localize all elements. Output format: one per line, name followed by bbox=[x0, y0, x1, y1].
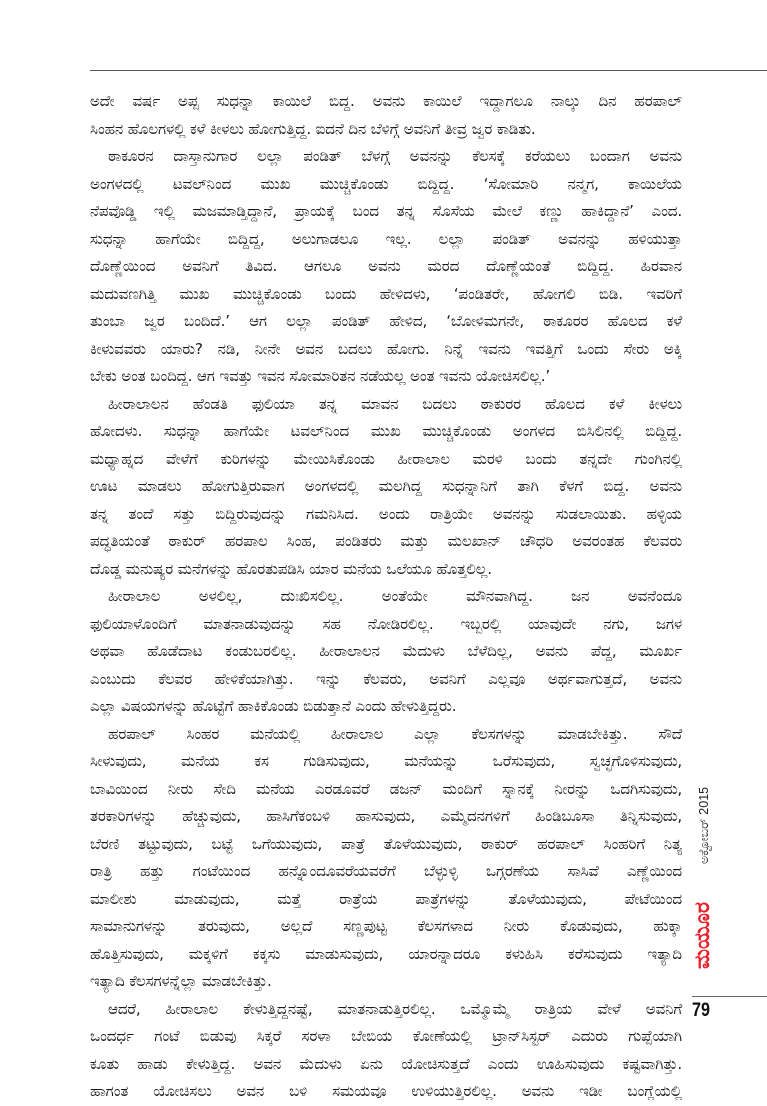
text-line: ನೆಪವೊಡ್ಡಿ ಇಲ್ಲಿ ಮಜಮಾಡ್ತಿದ್ದಾನೆ, ಪ್ರಾಯಕ್ಕೆ ಬಂದ ತನ್ನ ಸೊಸೆಯ ಮೇಲೆ ಕಣ್ಣು ಹಾಕಿದ್ದಾನೆ’ ಎಂದ. bbox=[90, 202, 682, 220]
text-line: ಬಾವಿಯಿಂದ ನೀರು ಸೇದಿ ಮನೆಯ ಎರಡೂವರೆ ಡಜನ್ ಮಂದಿಗೆ ಸ್ನಾನಕ್ಕೆ ನೀರನ್ನು ಒದಗಿಸುವುದು, bbox=[90, 779, 682, 798]
text-line: ಅಂಗಳದಲ್ಲಿ ಟವಲ್‌ನಿಂದ ಮುಖ ಮುಚ್ಚಿಕೊಂಡು ಬಿದ್ದಿದ್ದ. ‘ಸೋಮಾರಿ ನನ್ಮಗ, ಕಾಯಿಲೆಯ bbox=[90, 174, 682, 193]
masthead-text: ಮಯೂರ bbox=[689, 901, 714, 969]
text-line: ಸಾಮಾನುಗಳನ್ನು ತರುವುದು, ಅಲ್ಲದೆ ಸಣ್ಣಪುಟ್ಟ ಕೆಲಸಗಳಾದ ನೀರು ಕೊಡುವುದು, ಹುಕ್ಕಾ bbox=[90, 917, 682, 935]
magazine-masthead bbox=[690, 890, 714, 980]
text-line: ಮಾಲೀಶು ಮಾಡುವುದು, ಮತ್ತೆ ರಾತ್ರೆಯ ಪಾತ್ರೆಗಳನ್ನು ತೊಳೆಯುವುದು, ಪೇಟೆಯಿಂದ bbox=[90, 889, 682, 908]
text-line: ಎಲ್ಲಾ ವಿಷಯಗಳನ್ನು ಹೊಟ್ಟೆಗೆ ಹಾಕಿಕೊಂಡು ಬಿಡುತ್ತಾನೆ ಎಂದು ಹೇಳುತ್ತಿದ್ದರು. bbox=[90, 697, 457, 715]
text-line: ಬೇಕು ಅಂತ ಬಂದಿದ್ದ. ಆಗ ಇವತ್ತು ಇವನ ಸೋಮಾರಿತನ ನಡೆಯಲ್ಲ ಅಂತ ಇವನು ಯೋಚಿಸಲಿಲ್ಲ.’ bbox=[90, 367, 551, 385]
text-line: ಸುಧನ್ನಾ ಹಾಗೆಯೇ ಬಿದ್ದಿದ್ದ, ಅಲುಗಾಡಲೂ ಇಲ್ಲ. ಲಲ್ಲಾ ಪಂಡಿತ್ ಅವನನ್ನು ಹಳಿಯುತ್ತಾ bbox=[90, 229, 682, 248]
issue-date bbox=[694, 760, 716, 890]
text-line: ಎಂಬುದು ಕೆಲವರ ಹೇಳಿಕೆಯಾಗಿತ್ತು. ಇನ್ನು ಕೆಲವರು, ಅವನಿಗೆ ಎಲ್ಲವೂ ಅರ್ಥವಾಗುತ್ತದೆ, ಅವನು bbox=[90, 669, 682, 688]
text-line: ಇತ್ಯಾದಿ ಕೆಲಸಗಳನ್ನೆಲ್ಲಾ ಮಾಡಬೇಕಿತ್ತು. bbox=[90, 972, 272, 990]
text-line: ಹರಪಾಲ್ ಸಿಂಹರ ಮನೆಯಲ್ಲಿ ಹೀರಾಲಾಲ ಎಲ್ಲಾ ಕೆಲಸಗಳನ್ನು ಮಾಡಬೇಕಿತ್ತು. ಸೌದೆ bbox=[108, 724, 682, 743]
text-line: ದೊಡ್ಡ ಮನುಷ್ಯರ ಮನೆಗಳನ್ನು ಹೊರತುಪಡಿಸಿ ಯಾರ ಮನೆಯ ಒಲೆಯೂ ಹೊತ್ತಲಿಲ್ಲ. bbox=[90, 559, 492, 578]
text-line: ಫುಲಿಯಾಳೊಂದಿಗೆ ಮಾತನಾಡುವುದನ್ನು ಸಹ ನೋಡಿರಲಿಲ್ಲ. ಇಬ್ಬರಲ್ಲಿ ಯಾವುದೇ ನಗು, ಜಗಳ bbox=[90, 614, 682, 633]
page-number: 79 bbox=[692, 1000, 710, 1021]
text-line: ಹಾಗಂತ ಯೋಚಿಸಲು ಅವನ ಬಳಿ ಸಮಯವೂ ಉಳಿಯುತ್ತಿರಲಿಲ್ಲ. ಅವನು ಇಡೀ ಬಂಗ್ಲೆಯಲ್ಲಿ bbox=[90, 1082, 682, 1100]
text-line: ಅದೇ ವರ್ಷ ಅಪ್ಪ ಸುಧನ್ನಾ ಕಾಯಿಲೆ ಬಿದ್ದ. ಅವನು ಕಾಯಿಲೆ ಇದ್ದಾಗಲೂ ನಾಲ್ಕು ದಿನ ಹರಪಾಲ್ bbox=[90, 92, 682, 110]
text-line: ಮದುವಣಗಿತ್ತಿ ಮುಖ ಮುಚ್ಚಿಕೊಂಡು ಬಂದು ಹೇಳಿದಳು, ‘ಪಂಡಿತರೇ, ಹೋಗಲಿ ಬಿಡಿ. ಇವರಿಗೆ bbox=[90, 284, 682, 303]
text-line: ಊಟ ಮಾಡಲು ಹೋಗುತ್ತಿರುವಾಗ ಅಂಗಳದಲ್ಲಿ ಮಲಗಿದ್ದ ಸುಧನ್ನಾನಿಗೆ ತಾಗಿ ಕೆಳಗೆ ಬಿದ್ದ. ಅವನು bbox=[90, 477, 682, 495]
text-line: ಹೀರಾಲಾಲನ ಹೆಂಡತಿ ಫುಲಿಯಾ ತನ್ನ ಮಾವನ ಬದಲು ಠಾಕುರರ ಹೊಲದ ಕಳೆ ಕೀಳಲು bbox=[108, 394, 682, 413]
text-line: ಕೂತು ಹಾಡು ಕೇಳುತ್ತಿದ್ದ. ಅವನ ಮೆದುಳು ಏನು ಯೋಚಿಸುತ್ತದೆ ಎಂದು ಊಹಿಸುವುದು ಕಷ್ಟವಾಗಿತ್ತು. bbox=[90, 1054, 682, 1073]
text-line: ಹೀರಾಲಾಲ ಅಳಲಿಲ್ಲ, ದುಃಖಿಸಲಿಲ್ಲ. ಅಂತೆಯೇ ಮೌನವಾಗಿದ್ದ. ಜನ ಅವನೆಂದೂ bbox=[108, 587, 682, 605]
article-body bbox=[90, 88, 682, 1106]
text-line: ಒಂದರ್ಧ ಗಂಟೆ ಬಿಡುವು ಸಿಕ್ಕರೆ ಸರಳಾ ಬೇಬಿಯ ಕೋಣೆಯಲ್ಲಿ ಟ್ರಾನ್‌ಸಿಸ್ಟರ್ ಎದುರು ಗುಪ್ಪೆಯಾಗಿ bbox=[90, 1027, 682, 1045]
text-line: ತರಕಾರಿಗಳನ್ನು ಹೆಚ್ಚುವುದು, ಹಾಸಿಗೆಕಂಬಳಿ ಹಾಸುವುದು, ಎಮ್ಮೆದನಗಳಿಗೆ ಹಿಂಡಿಬೂಸಾ ತಿನ್ನಿಸುವುದು, bbox=[90, 807, 682, 825]
text-line: ಕೀಳುವವರು ಯಾರು? ನಡಿ, ನೀನೇ ಅವನ ಬದಲು ಹೋಗು. ನಿನ್ನೆ ಇವನು ಇವತ್ತಿಗೆ ಒಂದು ಸೇರು ಅಕ್ಕಿ bbox=[90, 339, 682, 358]
footer-rule bbox=[692, 996, 767, 997]
text-line: ದೊಣ್ಣೆಯಿಂದ ಅವನಿಗೆ ತಿವಿದ. ಆಗಲೂ ಅವನು ಮರದ ದೊಣ್ಣೆಯಂತೆ ಬಿದ್ದಿದ್ದ. ಹಿರವಾನ bbox=[90, 257, 682, 275]
issue-date-text: ಅಕ್ಟೋಬರ್ 2015 bbox=[697, 786, 712, 864]
text-line: ಸಿಂಹನ ಹೊಲಗಳಲ್ಲಿ ಕಳೆ ಕೀಳಲು ಹೋಗುತ್ತಿದ್ದ. ಐದನೆ ದಿನ ಬೆಳಿಗ್ಗೆ ಅವನಿಗೆ ತೀವ್ರ ಜ್ವರ ಕಾಡಿತು. bbox=[90, 119, 536, 138]
text-line: ತುಂಬಾ ಜ್ವರ ಬಂದಿದೆ.’ ಆಗ ಲಲ್ಲಾ ಪಂಡಿತ್ ಹೇಳಿದ, ‘ಬೋಳಿಮಗನೇ, ಠಾಕೂರರ ಹೊಲದ ಕಳೆ bbox=[90, 312, 682, 330]
text-line: ರಾತ್ರಿ ಹತ್ತು ಗಂಟೆಯಿಂದ ಹನ್ನೊಂದೂವರೆಯವರೆಗೆ ಬೆಳ್ಳುಳ್ಳಿ ಒಗ್ಗರಣೆಯ ಸಾಸಿವೆ ಎಣ್ಣೆಯಿಂದ bbox=[90, 862, 682, 880]
text-line: ಮಧ್ಯಾಹ್ನದ ವೇಳೆಗೆ ಕುರಿಗಳನ್ನು ಮೇಯಿಸಿಕೊಂಡು ಹೀರಾಲಾಲ ಮರಳಿ ಬಂದು ತನ್ನದೇ ಗುಂಗಿನಲ್ಲಿ bbox=[90, 449, 682, 468]
text-line: ಆದರೆ, ಹೀರಾಲಾಲ ಕೇಳುತ್ತಿದ್ದನಷ್ಟೆ, ಮಾತನಾಡುತ್ತಿರಲಿಲ್ಲ. ಒಮ್ಮೊಮ್ಮೆ ರಾತ್ರಿಯ ವೇಳೆ ಅವನಿಗೆ bbox=[108, 999, 682, 1018]
text-line: ತನ್ನ ತಂದೆ ಸತ್ತು ಬಿದ್ದಿರುವುದನ್ನು ಗಮನಿಸಿದ. ಅಂದು ರಾತ್ರಿಯೇ ಅವನನ್ನು ಸುಡಲಾಯಿತು. ಹಳ್ಳಿಯ bbox=[90, 504, 682, 523]
text-line: ಠಾಕೂರನ ದಾಸ್ತಾನುಗಾರ ಲಲ್ಲಾ ಪಂಡಿತ್ ಬೆಳಗ್ಗೆ ಅವನನ್ನು ಕೆಲಸಕ್ಕೆ ಕರೆಯಲು ಬಂದಾಗ ಅವನು bbox=[108, 147, 682, 165]
text-line: ಬೆರಣಿ ತಟ್ಟುವುದು, ಬಟ್ಟೆ ಒಗೆಯುವುದು, ಪಾತ್ರೆ ತೊಳೆಯುವುದು, ಠಾಕುರ್ ಹರಪಾಲ್ ಸಿಂಹರಿಗೆ ನಿತ್ಯ bbox=[90, 834, 682, 853]
text-line: ಅಥವಾ ಹೊಡೆದಾಟ ಕಂಡುಬರಲಿಲ್ಲ. ಹೀರಾಲಾಲನ ಮೆದುಳು ಬೆಳೆದಿಲ್ಲ, ಅವನು ಪೆದ್ದ, ಮೂರ್ಖ bbox=[90, 642, 682, 660]
text-line: ಪದ್ಧತಿಯಂತೆ ಠಾಕುರ್ ಹರಪಾಲ ಸಿಂಹ, ಪಂಡಿತರು ಮತ್ತು ಮಲಖಾನ್ ಚೌಧರಿ ಅವರಂತಹ ಕೆಲವರು bbox=[90, 532, 682, 550]
text-line: ಹೊತ್ತಿಸುವುದು, ಮಕ್ಕಳಿಗೆ ಕಕ್ಕಸು ಮಾಡುಸುವುದು, ಯಾರನ್ನಾದರೂ ಕಳುಹಿಸಿ ಕರೆಸುವುದು ಇತ್ಯಾದಿ bbox=[90, 944, 682, 963]
text-line: ಸೀಳುವುದು, ಮನೆಯ ಕಸ ಗುಡಿಸುವುದು, ಮನೆಯನ್ನು ಒರೆಸುವುದು, ಸ್ವಚ್ಛಗೊಳಿಸುವುದು, bbox=[90, 752, 682, 770]
header-rule bbox=[90, 70, 767, 71]
text-line: ಹೋದಳು. ಸುಧನ್ನಾ ಹಾಗೆಯೇ ಟವಲ್‌ನಿಂದ ಮುಖ ಮುಚ್ಚಿಕೊಂಡು ಅಂಗಳದ ಬಿಸಿಲಿನಲ್ಲಿ ಬಿದ್ದಿದ್ದ. bbox=[90, 422, 682, 440]
